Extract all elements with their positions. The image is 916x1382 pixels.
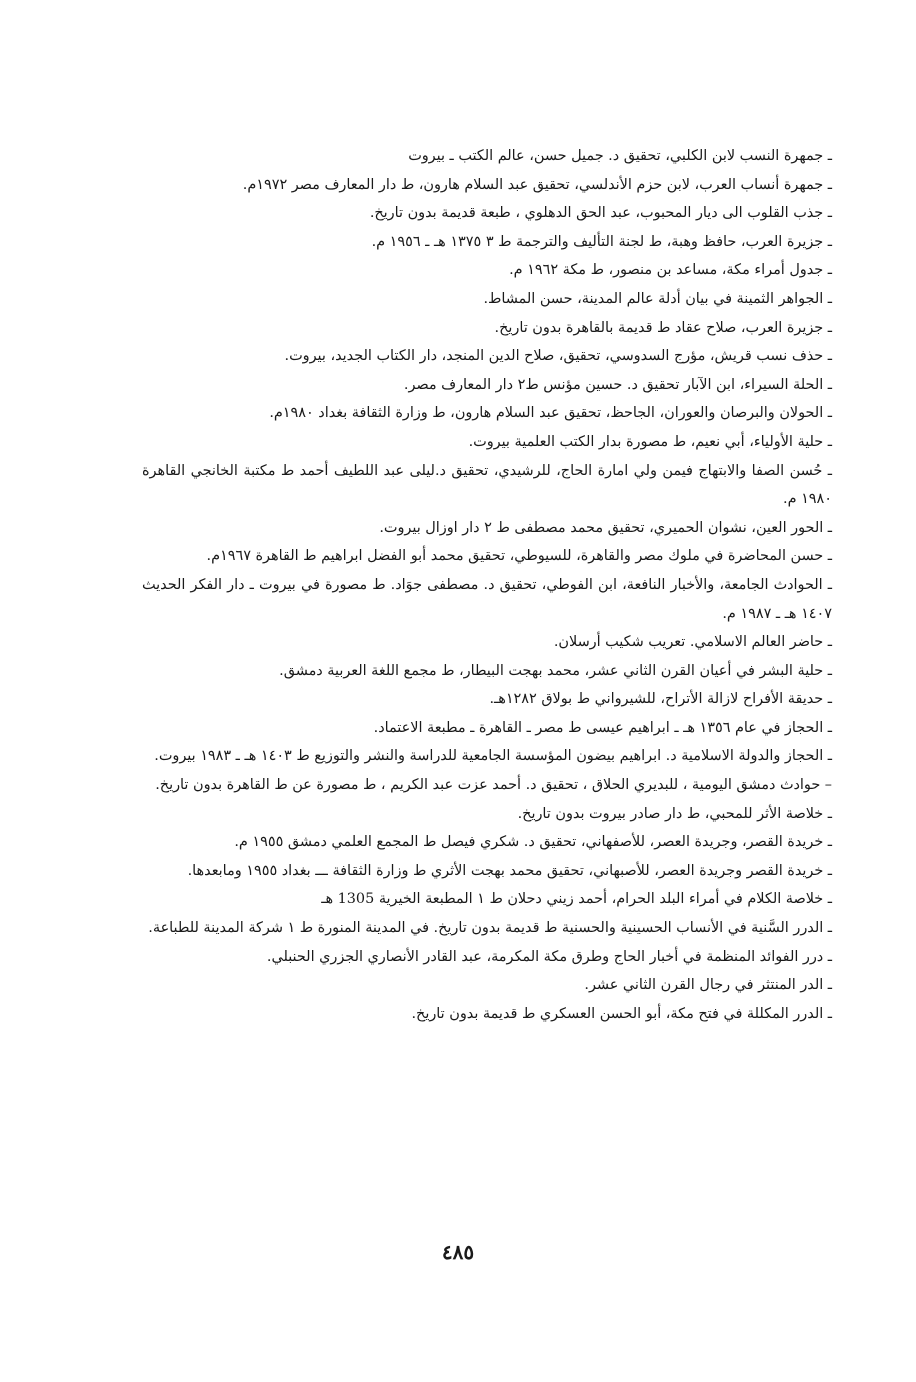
bibliography-entry: ـ الحوادث الجامعة، والأخبار النافعة، ابن الفوطي، تحقيق د. مصطفى جوَاد. ط مصورة في بيروت ـ دار الفكر الحديث ١٤٠٧ هـ ـ ١٩٨٧ م. (142, 576, 832, 622)
bibliography-entry: ـ درر الفوائد المنظمة في أخبار الحاج وطرق مكة المكرمة، عبد القادر الأنصاري الجزري الحنبلي. (266, 948, 832, 965)
bibliography-entry: ـ حُسن الصفا والابتهاج فيمن ولي امارة الحاج، للرشيدي، تحقيق د.ليلى عبد اللطيف أحمد ط مكتبة الخانجي القاهرة ١٩٨٠ م. (142, 462, 832, 508)
bibliography-entry: ـ حسن المحاضرة في ملوك مصر والقاهرة، للسيوطي، تحقيق محمد أبو الفضل ابراهيم ط القاهرة ١٩٦٧م. (206, 548, 832, 565)
bibliography-list (142, 142, 832, 1028)
bibliography-entry: ـ خريدة القصر وجريدة العصر، للأصبهاني، تحقيق محمد بهجت الأثري ط وزارة الثقافة ـــ بغداد ١٩٥٥ ومابعدها. (187, 862, 832, 879)
bibliography-entry: ـ حذف نسب قريش، مؤرج السدوسي، تحقيق، صلاح الدين المنجد، دار الكتاب الجديد، بيروت. (284, 348, 832, 365)
bibliography-entry: ـ حلية الأولياء، أبي نعيم، ط مصورة بدار الكتب العلمية بيروت. (468, 433, 832, 450)
bibliography-entry: ـ حلية البشر في أعيان القرن الثاني عشر، محمد بهجت البيطار، ط مجمع اللغة العربية دمشق. (279, 662, 832, 679)
bibliography-entry: ـ جذب القلوب الى ديار المحبوب، عبد الحق الدهلوي ، طبعة قديمة بدون تاريخ. (369, 205, 832, 222)
bibliography-entry: – حوادث دمشق اليومية ، للبديري الحلاق ، تحقيق د. أحمد عزت عبد الكريم ، ط مصورة عن ط القاهرة بدون تاريخ. (155, 777, 832, 794)
bibliography-entry: ـ الحجاز والدولة الاسلامية د. ابراهيم بيضون المؤسسة الجامعية للدراسة والنشر والتوزيع ط ١٤٠٣ هـ ـ ١٩٨٣ بيروت. (154, 748, 832, 765)
bibliography-entry: ـ جزيرة العرب، حافظ وهبة، ط لجنة التأليف والترجمة ط ٣ ١٣٧٥ هـ ـ ١٩٥٦ م. (371, 233, 832, 250)
bibliography-entry: ـ الحولان والبرصان والعوران، الجاحظ، تحقيق عبد السلام هارون، ط وزارة الثقافة بغداد ١٩٨٠م. (269, 405, 832, 422)
bibliography-entry: ـ جدول أمراء مكة، مساعد بن منصور، ط مكة ١٩٦٢ م. (509, 262, 832, 279)
bibliography-entry: ـ خلاصة الأثر للمحبي، ط دار صادر بيروت بدون تاريخ. (517, 805, 832, 822)
page-number: ٤٨٥ (441, 1240, 475, 1264)
bibliography-entry: ـ حاضر العالم الاسلامي. تعريب شكيب أرسلان. (553, 634, 832, 651)
bibliography-entry: ـ جمهرة أنساب العرب، لابن حزم الأندلسي، تحقيق عبد السلام هارون، ط دار المعارف مصر ١٩٧٢م. (242, 176, 832, 193)
bibliography-entry: ـ الدر المنتثر في رجال القرن الثاني عشر. (584, 977, 832, 994)
bibliography-entry: ـ الدرر المكللة في فتح مكة، أبو الحسن العسكري ط قديمة بدون تاريخ. (411, 1005, 832, 1022)
bibliography-entry: ـ حديقة الأفراح لازالة الأتراح، للشيرواني ط بولاق ١٢٨٢هـ. (489, 691, 832, 708)
bibliography-entry: ـ الحلة السيراء، ابن الآبار تحقيق د. حسين مؤنس ط٢ دار المعارف مصر. (403, 376, 832, 393)
bibliography-entry: ـ الجواهر الثمينة في بيان أدلة عالم المدينة، حسن المشاط. (483, 290, 832, 307)
bibliography-entry: ـ خلاصة الكلام في أمراء البلد الحرام، أحمد زيني دحلان ط ١ المطبعة الخيرية 1305 هـ (321, 891, 832, 908)
bibliography-entry: ـ الحجاز في عام ١٣٥٦ هـ ـ ابراهيم عيسى ط مصر ـ القاهرة ـ مطبعة الاعتماد. (373, 719, 832, 736)
bibliography-entry: ـ الحور العين، نشوان الحميري، تحقيق محمد مصطفى ط ٢ دار اوزال بيروت. (379, 519, 832, 536)
bibliography-entry: ـ جزيرة العرب، صلاح عقاد ط قديمة بالقاهرة بدون تاريخ. (494, 319, 832, 336)
bibliography-entry: ـ جمهرة النسب لابن الكلبي، تحقيق د. جميل حسن، عالم الكتب ـ بيروت (408, 148, 832, 164)
bibliography-entry: ـ خريدة القصر، وجريدة العصر، للأصفهاني، تحقيق د. شكري فيصل ط المجمع العلمي دمشق ١٩٥٥ م. (234, 834, 832, 851)
bibliography-entry: ـ الدرر السَّنية في الأنساب الحسينية والحسنية ط قديمة بدون تاريخ. في المدينة المنورة ط ١ شركة المدينة للطباعة. (148, 920, 832, 937)
